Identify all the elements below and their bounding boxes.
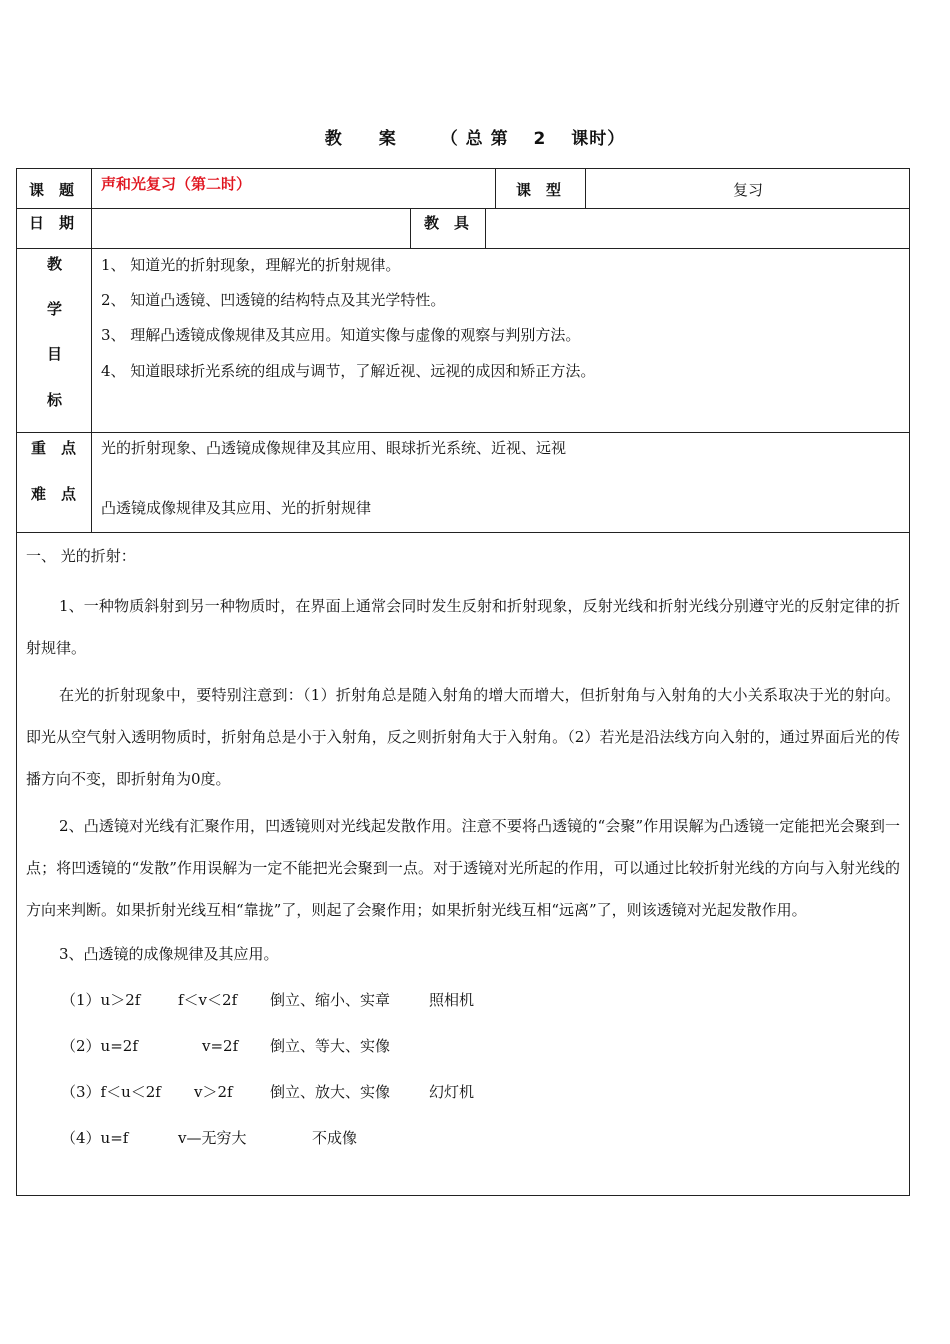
goal-item: 1、 知道光的折射现象，理解光的折射规律。 [101,256,401,274]
row-divider [16,432,910,433]
rule-image-nature: 倒立、缩小、实章 [270,991,391,1009]
imaging-rule-row [26,1115,900,1161]
key-points-value: 光的折射现象、凸透镜成像规律及其应用、眼球折光系统、近视、远视 [101,439,567,457]
goal-item: 3、 理解凸透镜成像规律及其应用。知道实像与虚像的观察与判别方法。 [101,326,581,344]
col-divider [91,168,92,532]
section-heading: 一、 光的折射： [26,547,136,565]
key-points-label: 重 点 [31,439,77,457]
rule-object-distance: （3）f＜u＜2f [61,1083,161,1101]
lesson-content [26,540,900,1161]
goals-label-char: 学 [47,300,63,318]
paragraph: 2、凸透镜对光线有汇聚作用，凹透镜则对光线起发散作用。注意不要将凸透镜的“会聚”作用误解为凸透镜一定能把光会聚到一点；将凹透镜的“发散”作用误解为一定不能把光会聚到一点。对于透镜对光所起的作用，可以通过比较折射光线的方向与入射光线的方向来判断。如果折射光线互相“靠拢”了，则起了会聚作用；如果折射光线互相“远离”了，则该透镜对光起发散作用。 [26,817,900,919]
goals-label-char: 标 [47,391,63,409]
rule-image-nature: 倒立、等大、实像 [270,1037,391,1055]
rule-object-distance: （2）u=2f [61,1037,138,1055]
date-label: 日 期 [29,214,75,232]
difficult-points-value: 凸透镜成像规律及其应用、光的折射规律 [101,499,372,517]
rule-object-distance: （1）u＞2f [61,991,141,1009]
rule-application: 幻灯机 [429,1083,475,1101]
lesson-type-label: 课 型 [516,181,562,199]
rule-application: 不成像 [312,1129,358,1147]
row-divider [16,208,910,209]
goal-item: 4、 知道眼球折光系统的组成与调节，了解近视、远视的成因和矫正方法。 [101,362,596,380]
goals-label-char: 目 [47,345,63,363]
col-divider [585,168,586,208]
rule-object-distance: （4）u=f [61,1129,129,1147]
col-divider [495,168,496,208]
page-title [0,124,950,149]
imaging-rule-row [26,977,900,1023]
imaging-rule-row [26,1069,900,1115]
difficult-points-label: 难 点 [31,485,77,503]
rule-application: 照相机 [429,991,475,1009]
paragraph: 在光的折射现象中，要特别注意到：（1）折射角总是随入射角的增大而增大，但折射角与入射角的大小关系取决于光的射向。即光从空气射入透明物质时，折射角总是小于入射角，反之则折射角大于入射角。（2）若光是沿法线方向入射的，通过界面后光的传播方向不变，即折射角为0度。 [26,686,900,788]
title-main: 教 案 [324,129,397,149]
col-divider [410,208,411,248]
topic-label: 课 题 [29,181,75,199]
tools-label: 教 具 [424,214,470,232]
row-divider [16,248,910,249]
imaging-rule-row [26,1023,900,1069]
goals-label-char: 教 [47,255,63,273]
rule-image-distance: v=2f [202,1037,239,1055]
lesson-type-value: 复习 [733,181,764,199]
title-lesson-count: （ 总 第 2 课时） [440,129,626,149]
topic-value: 声和光复习（第二时） [101,175,252,193]
rule-image-distance: v＞2f [194,1083,233,1101]
paragraph: 3、凸透镜的成像规律及其应用。 [59,945,279,963]
rule-image-distance: f＜v＜2f [178,991,238,1009]
col-divider [485,208,486,248]
rule-image-distance: v—无穷大 [178,1129,247,1147]
row-divider [16,532,910,533]
goal-item: 2、 知道凸透镜、凹透镜的结构特点及其光学特性。 [101,291,446,309]
paragraph: 1、一种物质斜射到另一种物质时，在界面上通常会同时发生反射和折射现象，反射光线和折射光线分别遵守光的反射定律的折射规律。 [26,597,900,657]
rule-image-nature: 倒立、放大、实像 [270,1083,391,1101]
